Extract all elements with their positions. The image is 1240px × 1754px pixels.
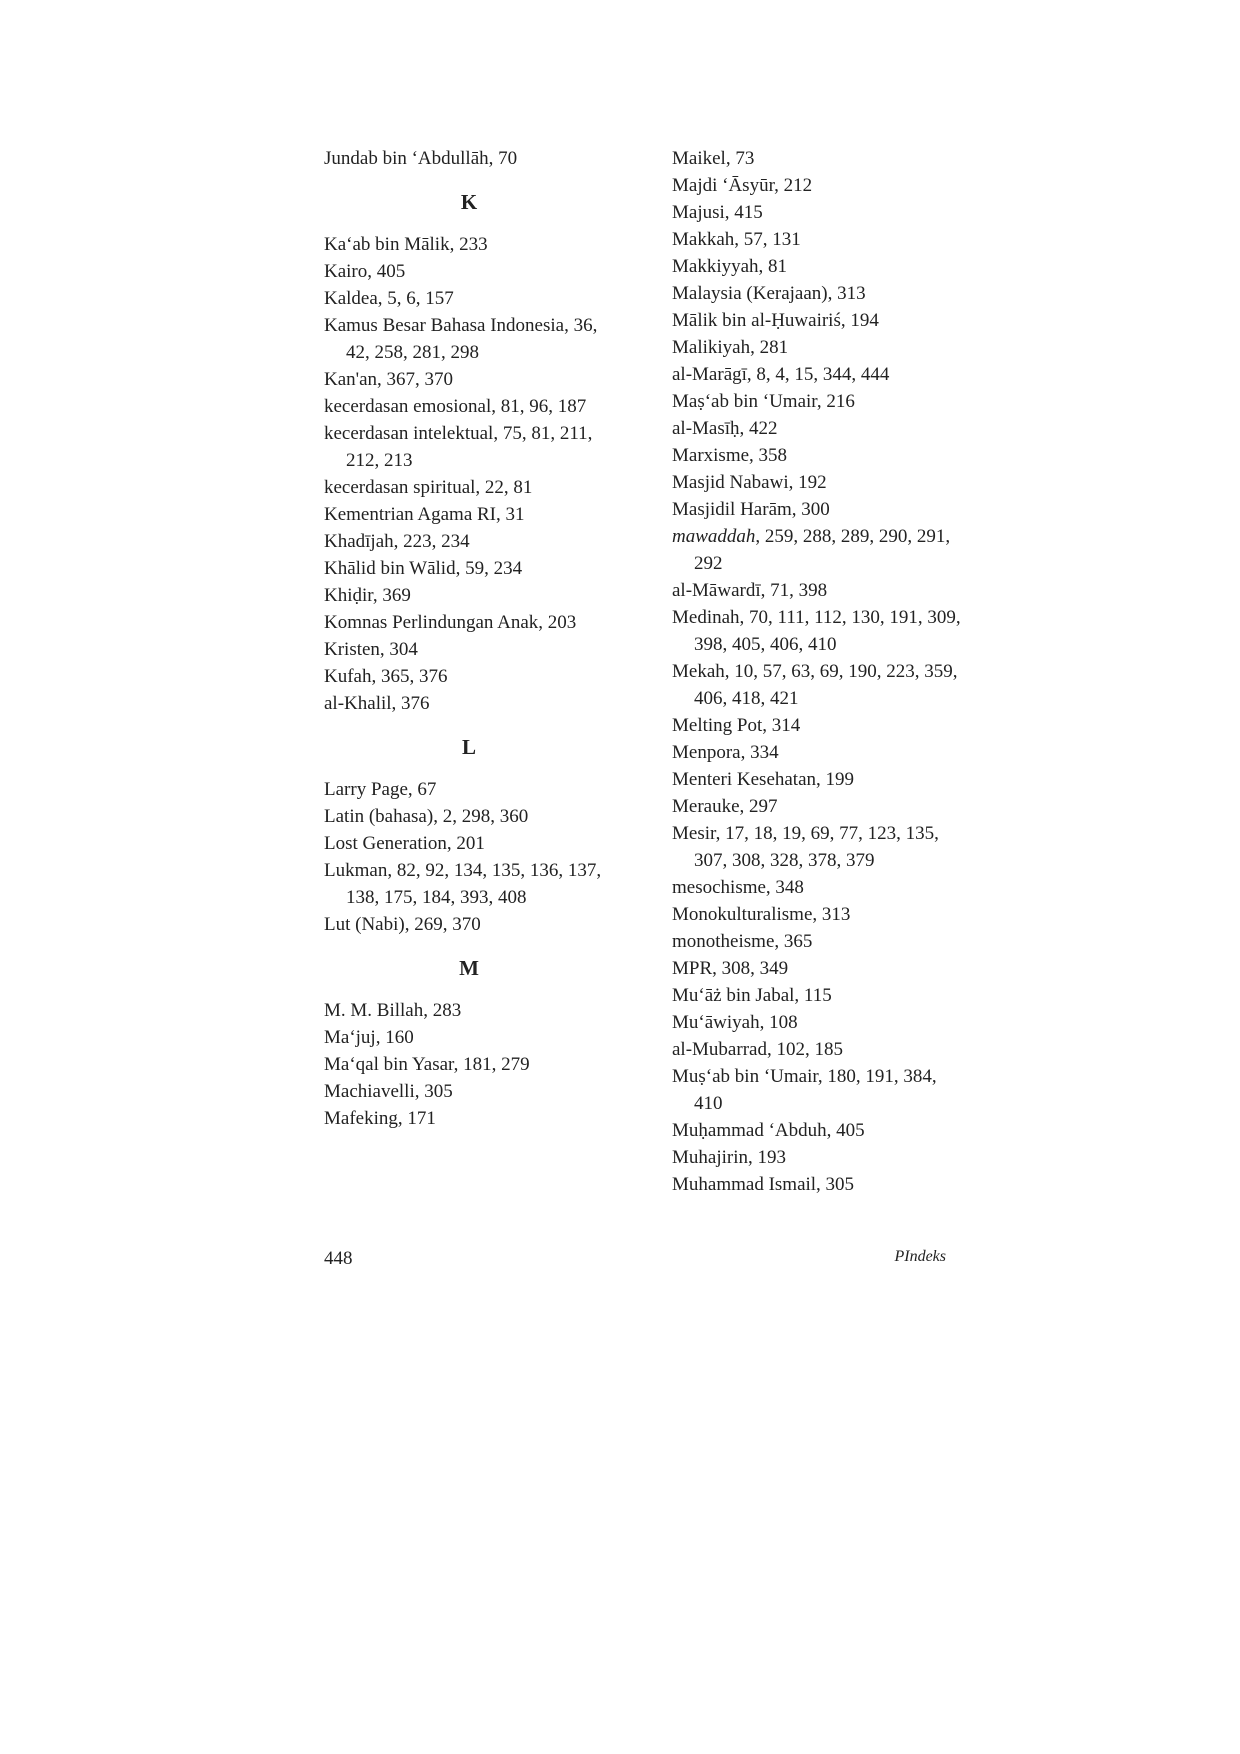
index-entry: Mekah, 10, 57, 63, 69, 190, 223, 359, 406, 418, 421	[672, 661, 958, 709]
index-entry: Lukman, 82, 92, 134, 135, 136, 137, 138, 175, 184, 393, 408	[324, 860, 602, 908]
index-entry: Malaysia (Kerajaan), 313	[672, 283, 866, 304]
index-entry: Merauke, 297	[672, 796, 778, 817]
index-entry: Maṣ‘ab bin ‘Umair, 216	[672, 391, 855, 412]
index-entry: kecerdasan spiritual, 22, 81	[324, 477, 533, 498]
index-entry: Makkah, 57, 131	[672, 229, 801, 250]
index-entry: Muḥammad ‘Abduh, 405	[672, 1120, 865, 1141]
index-entry: al-Māwardī, 71, 398	[672, 580, 828, 601]
index-entry: Kufah, 365, 376	[324, 666, 448, 687]
index-entry: kecerdasan intelektual, 75, 81, 211, 212, 213	[324, 423, 593, 471]
index-entry: al-Khalil, 376	[324, 693, 430, 714]
index-entry: Larry Page, 67	[324, 779, 437, 800]
index-entry: Jundab bin ‘Abdullāh, 70	[324, 148, 518, 169]
index-entry: MPR, 308, 349	[672, 958, 789, 979]
index-entry: al-Marāgī, 8, 4, 15, 344, 444	[672, 364, 890, 385]
index-entry: Kaldea, 5, 6, 157	[324, 288, 454, 309]
index-entry-mawaddah	[672, 523, 962, 577]
section-heading-l: L	[461, 735, 476, 759]
index-entry: Muhammad Ismail, 305	[672, 1174, 855, 1195]
index-entry: Majdi ‘Āsyūr, 212	[672, 175, 813, 196]
index-term-italic: mawaddah	[672, 526, 756, 547]
index-entry: Kementrian Agama RI, 31	[324, 504, 525, 525]
index-entry: Masjidil Harām, 300	[672, 499, 830, 520]
index-entry: Latin (bahasa), 2, 298, 360	[324, 806, 529, 827]
index-entry: Lost Generation, 201	[324, 833, 485, 854]
index-entry: Masjid Nabawi, 192	[672, 472, 827, 493]
index-entry: Machiavelli, 305	[324, 1081, 453, 1102]
index-entry: Khadījah, 223, 234	[324, 531, 470, 552]
index-column-left	[324, 145, 614, 1132]
index-entry: Ma‘juj, 160	[324, 1027, 414, 1048]
index-entry: Komnas Perlindungan Anak, 203	[324, 612, 577, 633]
index-entry: Muṣ‘ab bin ‘Umair, 180, 191, 384, 410	[672, 1066, 937, 1114]
index-entry: kecerdasan emosional, 81, 96, 187	[324, 396, 587, 417]
index-entry: Mafeking, 171	[324, 1108, 436, 1129]
index-entry: al-Masīḥ, 422	[672, 418, 778, 439]
index-entry: Monokulturalisme, 313	[672, 904, 851, 925]
index-entry: Maikel, 73	[672, 148, 755, 169]
index-entry: Makkiyyah, 81	[672, 256, 788, 277]
index-entry: Mu‘āwiyah, 108	[672, 1012, 798, 1033]
index-entry: Medinah, 70, 111, 112, 130, 191, 309, 398, 405, 406, 410	[672, 607, 961, 655]
index-entry: mesochisme, 348	[672, 877, 804, 898]
index-entry: Kairo, 405	[324, 261, 406, 282]
index-entry: Ma‘qal bin Yasar, 181, 279	[324, 1054, 530, 1075]
index-entry: Menpora, 334	[672, 742, 779, 763]
index-entry: Lut (Nabi), 269, 370	[324, 914, 481, 935]
index-entry: Kan'an, 367, 370	[324, 369, 454, 390]
index-entry: Marxisme, 358	[672, 445, 788, 466]
index-column-right	[672, 145, 962, 1198]
index-entry: Malikiyah, 281	[672, 337, 789, 358]
index-entry: Kamus Besar Bahasa Indonesia, 36, 42, 258, 281, 298	[324, 315, 598, 363]
index-entry: Khiḍir, 369	[324, 585, 411, 606]
index-entry: M. M. Billah, 283	[324, 1000, 462, 1021]
index-entry: Menteri Kesehatan, 199	[672, 769, 855, 790]
index-entry: Ka‘ab bin Mālik, 233	[324, 234, 488, 255]
index-entry: Melting Pot, 314	[672, 715, 801, 736]
index-entry: Mu‘āż bin Jabal, 115	[672, 985, 832, 1006]
index-entry: Khālid bin Wālid, 59, 234	[324, 558, 523, 579]
index-entry: Kristen, 304	[324, 639, 418, 660]
index-entry: Mālik bin al-Ḥuwairiś, 194	[672, 310, 879, 331]
section-heading-k: K	[460, 190, 478, 214]
index-entry: Majusi, 415	[672, 202, 763, 223]
section-heading-m: M	[459, 956, 479, 980]
index-pages: , 259, 288, 289, 290, 291, 292	[694, 526, 951, 574]
page-number: 448	[324, 1248, 353, 1269]
index-entry: Muhajirin, 193	[672, 1147, 786, 1168]
index-entry: al-Mubarrad, 102, 185	[672, 1039, 843, 1060]
running-title: PIndeks	[894, 1248, 946, 1265]
index-entry: Mesir, 17, 18, 19, 69, 77, 123, 135, 307, 308, 328, 378, 379	[672, 823, 939, 871]
index-entry: monotheisme, 365	[672, 931, 813, 952]
